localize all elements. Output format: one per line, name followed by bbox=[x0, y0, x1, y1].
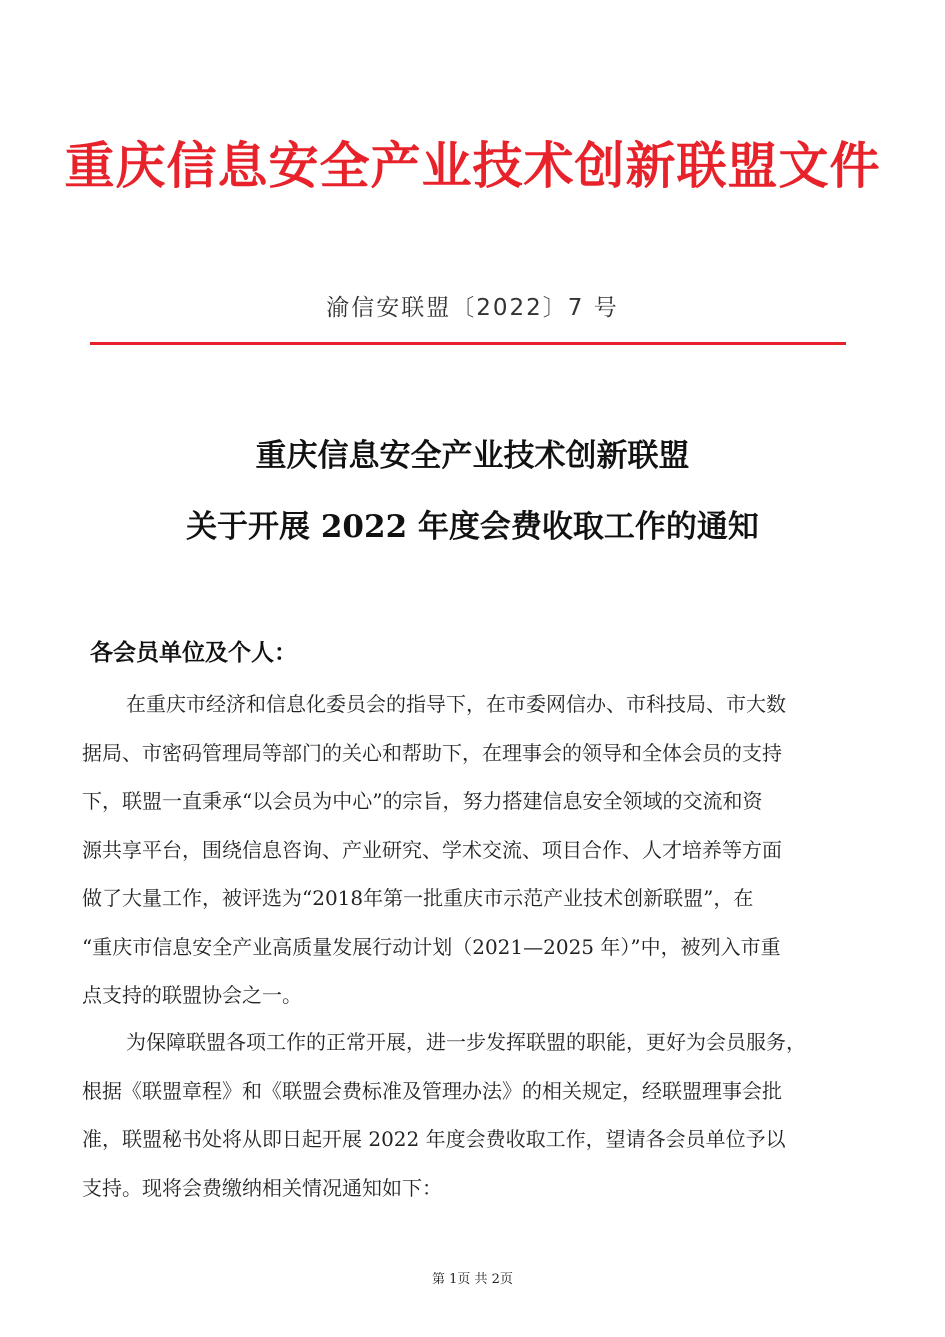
paragraph-line: 在重庆市经济和信息化委员会的指导下，在市委网信办、市科技局、市大数 bbox=[126, 692, 786, 716]
document-number: 渝信安联盟〔2022〕7 号 bbox=[326, 295, 619, 321]
paragraph-line: 准，联盟秘书处将从即日起开展 2022 年度会费收取工作，望请各会员单位予以 bbox=[82, 1127, 786, 1151]
paragraph-line: 支持。现将会费缴纳相关情况通知如下： bbox=[82, 1175, 442, 1200]
paragraph-1 bbox=[82, 680, 872, 1020]
notice-title-line-2: 关于开展 2022 年度会费收取工作的通知 bbox=[186, 509, 759, 545]
paragraph-line: 下，联盟一直秉承“以会员为中心”的宗旨，努力搭建信息安全领域的交流和资 bbox=[82, 789, 763, 813]
salutation: 各会员单位及个人： bbox=[90, 639, 297, 666]
paragraph-line: 点支持的联盟协会之一。 bbox=[82, 983, 302, 1007]
page-number-footer: 第 1页 共 2页 bbox=[432, 1272, 513, 1287]
paragraph-2 bbox=[82, 1018, 872, 1212]
notice-title-line-1: 重庆信息安全产业技术创新联盟 bbox=[255, 438, 690, 474]
paragraph-line: 根据《联盟章程》和《联盟会费标准及管理办法》的相关规定，经联盟理事会批 bbox=[82, 1078, 782, 1103]
paragraph-line: 据局、市密码管理局等部门的关心和帮助下，在理事会的领导和全体会员的支持 bbox=[82, 740, 782, 765]
document-header-title: 重庆信息安全产业技术创新联盟文件 bbox=[64, 136, 881, 195]
paragraph-line: “重庆市信息安全产业高质量发展行动计划（2021—2025 年）”中，被列入市重 bbox=[82, 934, 781, 959]
header-divider bbox=[90, 342, 846, 345]
paragraph-line: 为保障联盟各项工作的正常开展，进一步发挥联盟的职能，更好为会员服务， bbox=[126, 1030, 806, 1054]
paragraph-line: 源共享平台，围绕信息咨询、产业研究、学术交流、项目合作、人才培养等方面 bbox=[82, 837, 782, 862]
paragraph-line: 做了大量工作，被评选为“2018年第一批重庆市示范产业技术创新联盟”，在 bbox=[82, 886, 754, 910]
